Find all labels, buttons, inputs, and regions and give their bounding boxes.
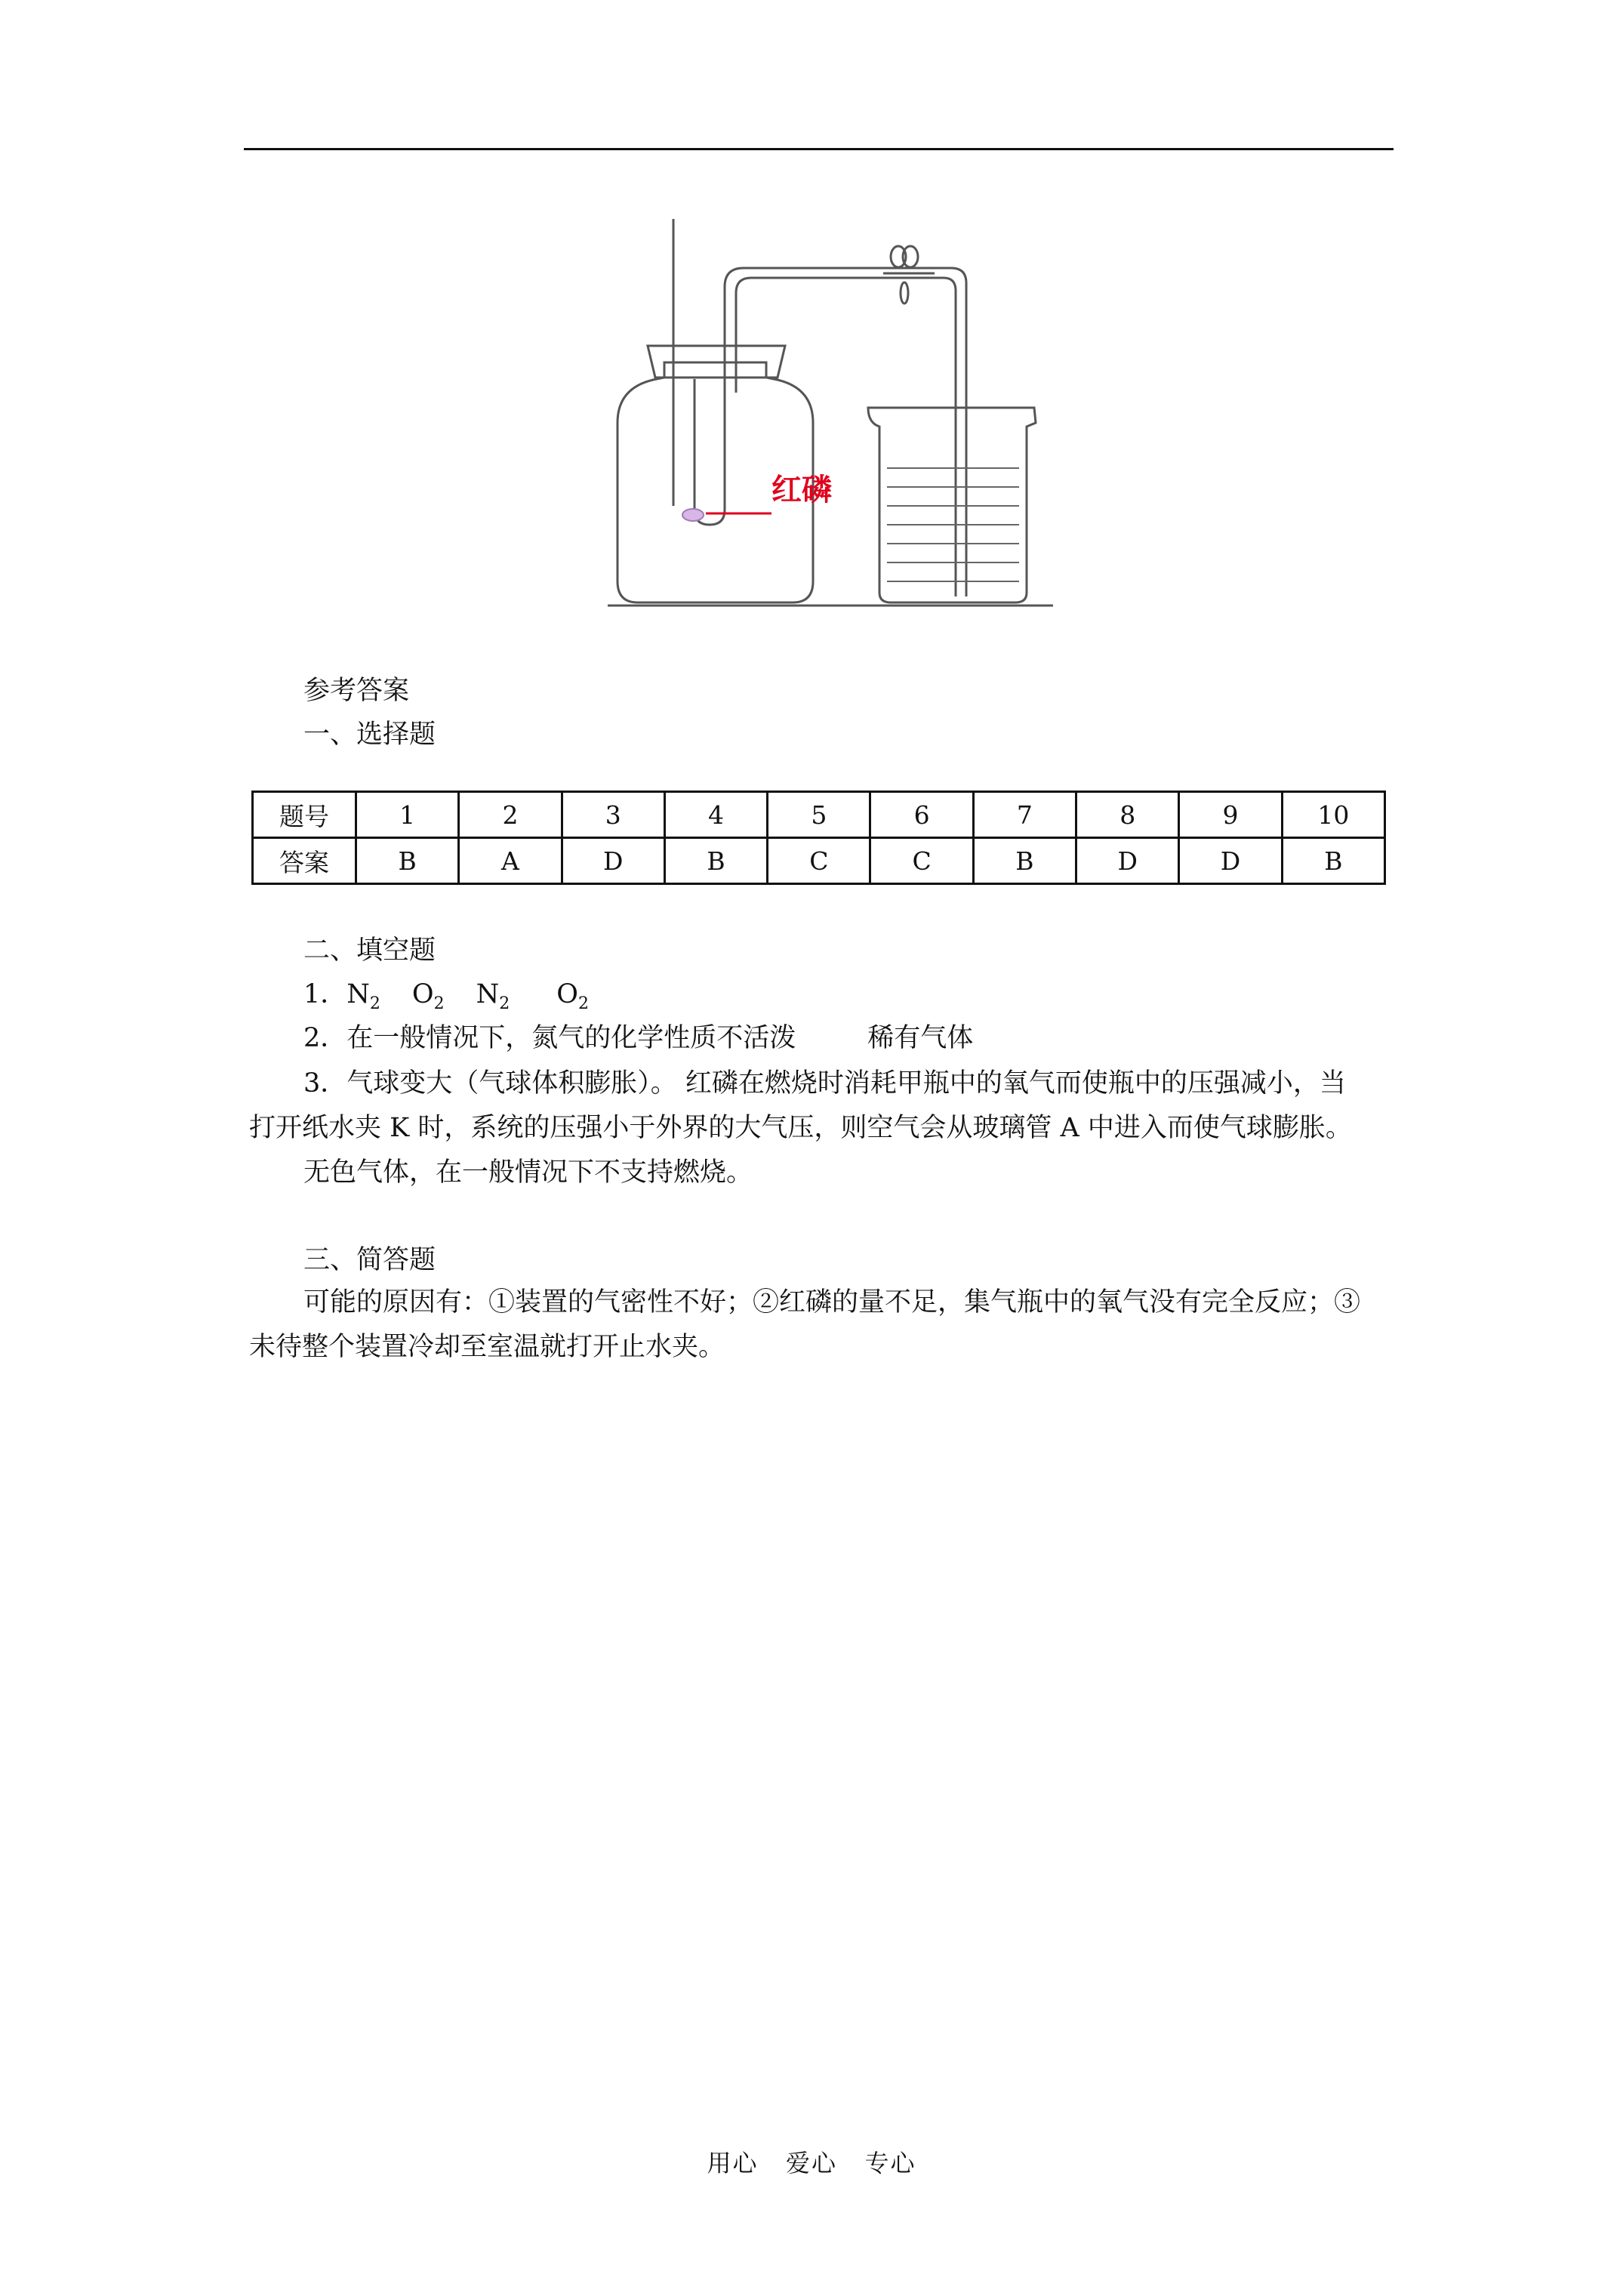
connecting-tube bbox=[725, 268, 966, 596]
table-cell: 6 bbox=[870, 792, 973, 838]
fill-q3 bbox=[249, 1062, 1397, 1195]
table-cell: D bbox=[562, 838, 664, 884]
table-cell: D bbox=[1179, 838, 1282, 884]
table-cell: 10 bbox=[1282, 792, 1384, 838]
row-header-answer: 答案 bbox=[253, 838, 356, 884]
table-cell: B bbox=[356, 838, 459, 884]
table-cell: B bbox=[664, 838, 767, 884]
answer-table bbox=[251, 791, 1386, 885]
fill-q2 bbox=[303, 1021, 973, 1056]
table-cell: 4 bbox=[664, 792, 767, 838]
table-cell: B bbox=[1282, 838, 1384, 884]
row-header-number: 题号 bbox=[253, 792, 356, 838]
q2-prefix: 2． bbox=[303, 1023, 347, 1053]
section3-title: 三、简答题 bbox=[303, 1245, 436, 1275]
q1-prefix: 1． bbox=[303, 979, 347, 1009]
answers-heading: 参考答案 bbox=[303, 676, 410, 706]
table-cell: 2 bbox=[459, 792, 562, 838]
fill-q1 bbox=[303, 977, 589, 1022]
q3-line-2: 打开纸水夹 K 时，系统的压强小于外界的大气压，则空气会从玻璃管 A 中进入而使气球膨胀。 bbox=[249, 1113, 1352, 1143]
header-rule bbox=[244, 148, 1394, 150]
red-phosphorus bbox=[682, 509, 704, 521]
table-cell: 9 bbox=[1179, 792, 1282, 838]
table-cell: C bbox=[870, 838, 973, 884]
short-answer-line-2: 未待整个装置冷却至室温就打开止水夹。 bbox=[249, 1332, 725, 1362]
formula-n2: $N_2$ bbox=[476, 979, 510, 1013]
table-cell: 8 bbox=[1076, 792, 1179, 838]
q3-line-1: 3．气球变大（气球体积膨胀）。 红磷在燃烧时消耗甲瓶中的氧气而使瓶中的压强减小，当 bbox=[303, 1068, 1346, 1099]
page-footer: 用心 爱心 专心 bbox=[707, 2149, 916, 2177]
red-phosphorus-label: 红磷 bbox=[771, 473, 832, 507]
table-row-numbers bbox=[253, 792, 1385, 838]
short-answer-line-1: 可能的原因有：①装置的气密性不好；②红磷的量不足，集气瓶中的氧气没有完全反应；③ bbox=[303, 1287, 1361, 1318]
section2-title: 二、填空题 bbox=[303, 935, 436, 966]
q2-answer-2: 稀有气体 bbox=[867, 1023, 974, 1053]
section1-title: 一、选择题 bbox=[303, 720, 436, 750]
q3-line-3: 无色气体，在一般情况下不支持燃烧。 bbox=[303, 1157, 753, 1188]
short-answer bbox=[249, 1281, 1397, 1370]
table-cell: C bbox=[768, 838, 870, 884]
table-cell: 3 bbox=[562, 792, 664, 838]
formula-o2: $O_2$ bbox=[411, 979, 445, 1013]
formula-n2: $N_2$ bbox=[346, 979, 380, 1013]
table-cell: A bbox=[459, 838, 562, 884]
table-cell: 5 bbox=[768, 792, 870, 838]
table-cell: 1 bbox=[356, 792, 459, 838]
q2-answer-1: 在一般情况下，氮气的化学性质不活泼 bbox=[346, 1023, 796, 1053]
table-cell: 7 bbox=[973, 792, 1076, 838]
table-cell: D bbox=[1076, 838, 1179, 884]
apparatus-figure bbox=[596, 219, 1064, 612]
table-row-answers bbox=[253, 838, 1385, 884]
table-cell: B bbox=[973, 838, 1076, 884]
formula-o2: $O_2$ bbox=[556, 979, 589, 1013]
